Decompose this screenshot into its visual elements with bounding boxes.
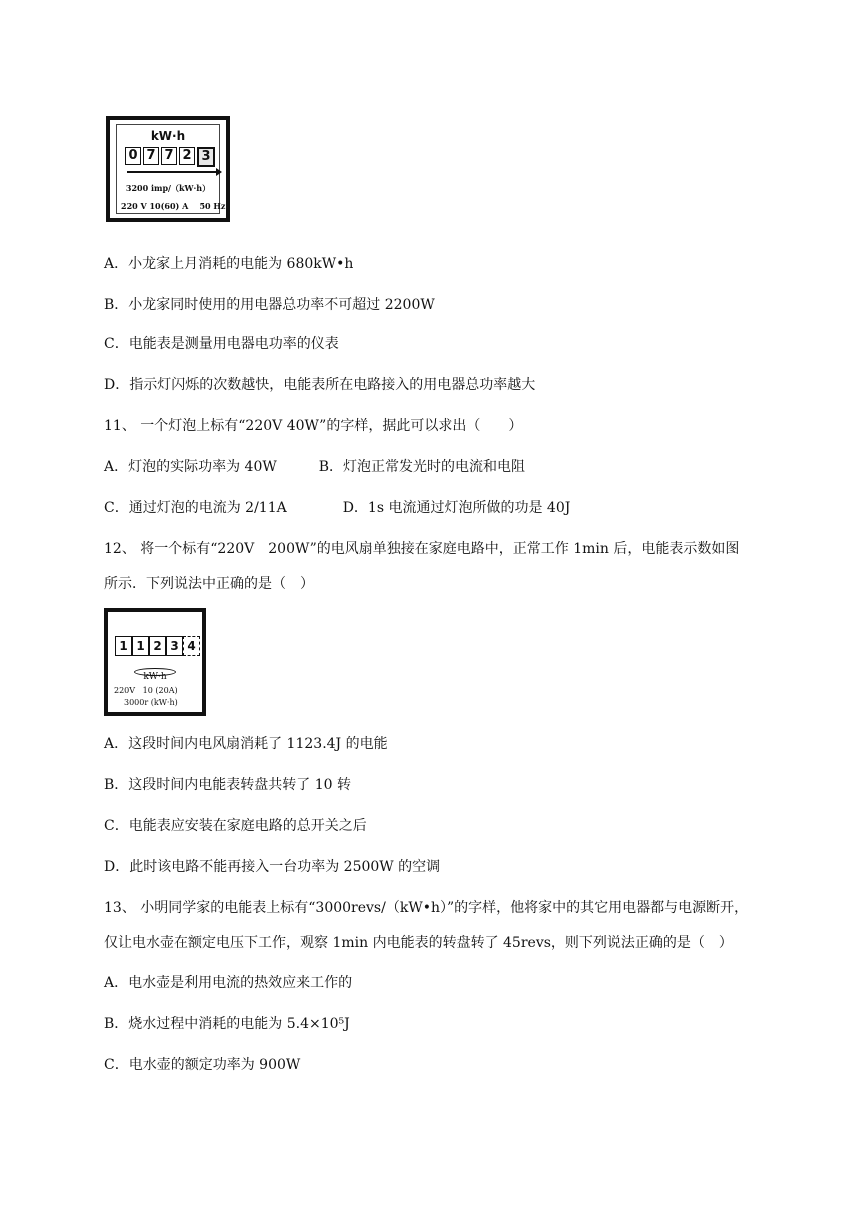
meter-digit: 7 [161,147,177,165]
q12-option-c: C．电能表应安装在家庭电路的总开关之后 [104,818,367,834]
meter-digit: 2 [179,147,195,165]
meter-digit-decimal: 3 [197,147,215,167]
meter-panel [116,124,226,214]
q13-option-b: B．烧水过程中消耗的电能为 5.4×10⁵J [104,1016,350,1032]
meter-unit-label: kW·h [150,129,186,143]
meter-digit-decimal: 4 [183,636,200,656]
meter-spec: 220 V 10(60) A 50 Hz [121,201,226,211]
meter-unit-label: kW·h [143,672,167,682]
q13-stem-line2: 仅让电水壶在额定电压下工作，观察 1min 内电能表的转盘转了 45revs，则下列说法正确的是（ ） [104,935,733,951]
q11-options-ab: A．灯泡的实际功率为 40W B．灯泡正常发光时的电流和电阻 [104,459,526,475]
q10-option-d: D．指示灯闪烁的次数越快，电能表所在电路接入的用电器总功率越大 [104,377,536,393]
q13-stem-line1: 13、 小明同学家的电能表上标有“3000revs/（kW•h）”的字样，他将家中的其它用电器都与电源断开， [104,900,749,916]
meter-reading [115,636,200,656]
q12-stem-line1: 12、 将一个标有“220V 200W”的电风扇单独接在家庭电路中，正常工作 1min 后，电能表示数如图 [104,541,740,557]
q13-option-c: C．电水壶的额定功率为 900W [104,1057,301,1073]
energy-meter-figure-2 [104,608,206,716]
q12-option-d: D．此时该电路不能再接入一台功率为 2500W 的空调 [104,859,441,875]
q10-option-b: B．小龙家同时使用的用电器总功率不可超过 2200W [104,297,435,313]
meter-rev-constant: 3000r (kW·h) [124,698,178,707]
meter-reading [125,147,215,167]
q10-option-a: A．小龙家上月消耗的电能为 680kW•h [104,256,354,272]
meter-digit: 7 [143,147,159,165]
meter-digit: 1 [115,636,132,656]
q12-stem-line2: 所示．下列说法中正确的是（ ） [104,576,314,592]
meter-digit: 3 [166,636,183,656]
meter-digit: 2 [149,636,166,656]
meter-spec: 220V 10 (20A) [114,686,178,695]
q10-option-c: C．电能表是测量用电器电功率的仪表 [104,336,339,352]
meter-digit: 0 [125,147,141,165]
q12-option-b: B．这段时间内电能表转盘共转了 10 转 [104,777,352,793]
q11-stem: 11、 一个灯泡上标有“220V 40W”的字样，据此可以求出（ ） [104,418,523,434]
meter-imp-constant: 3200 imp/（kW·h） [125,183,211,193]
meter-digit: 1 [132,636,149,656]
q12-option-a: A．这段时间内电风扇消耗了 1123.4J 的电能 [104,736,388,752]
q13-option-a: A．电水壶是利用电流的热效应来工作的 [104,975,353,991]
energy-meter-figure-1 [106,116,230,222]
arrow-icon [127,171,217,173]
q11-options-cd: C．通过灯泡的电流为 2/11A D．1s 电流通过灯泡所做的功是 40J [104,500,571,516]
